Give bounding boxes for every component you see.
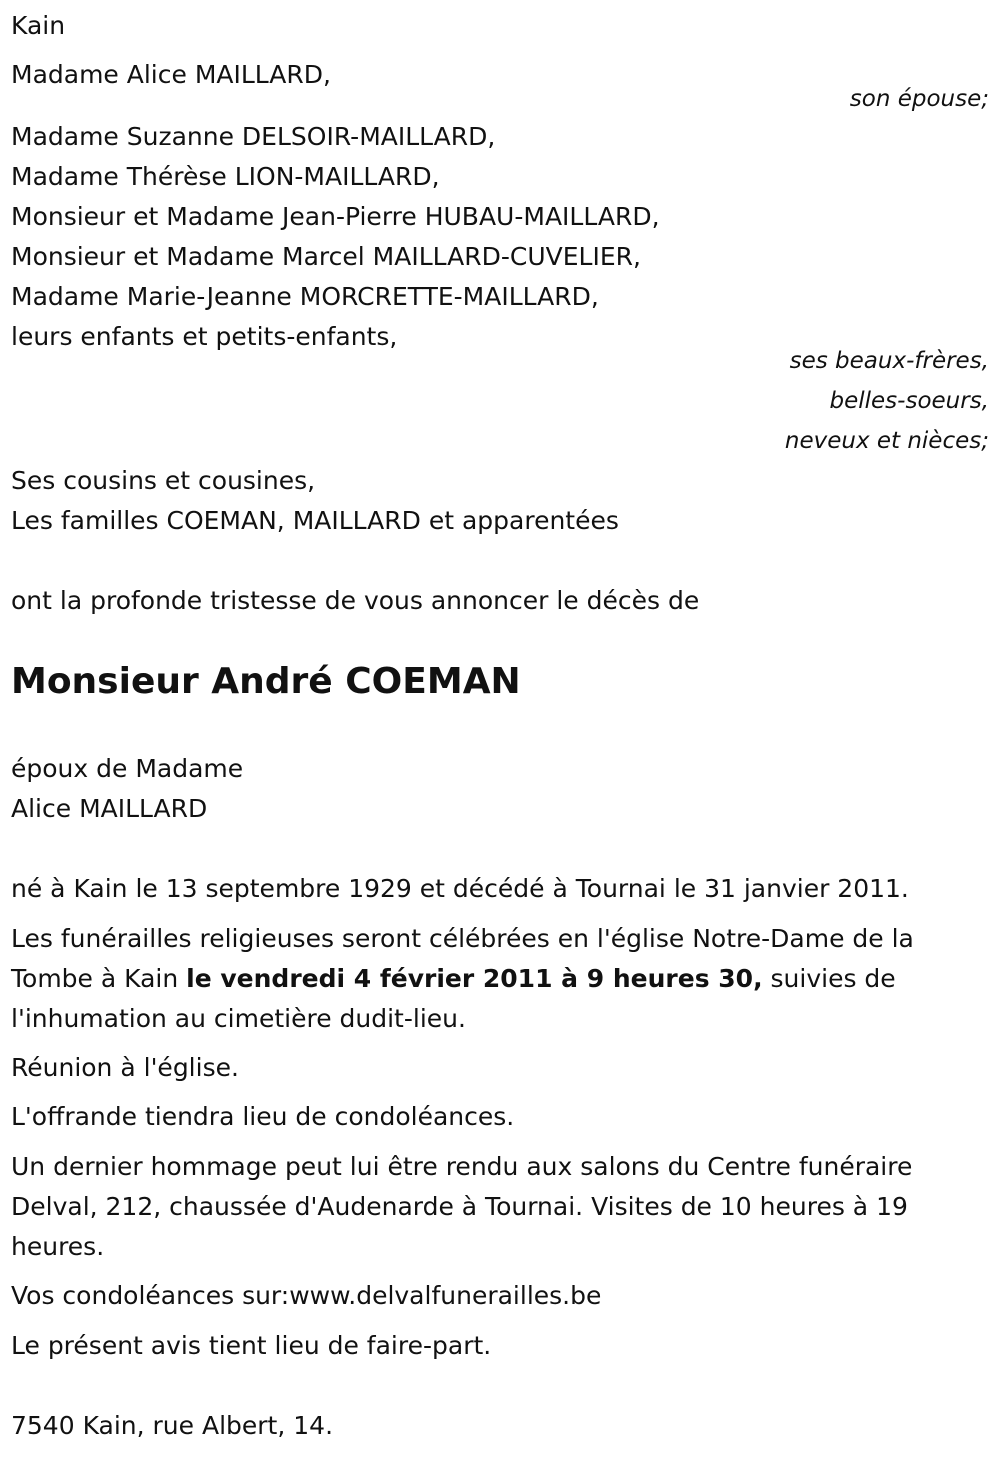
tribute: Un dernier hommage peut lui être rendu aux salons du Centre funéraire Delval, 212, chaussée d'Audenarde à Tournai. Visites de 10 heures à 19 heures. (11, 1152, 913, 1261)
address: 7540 Kain, rue Albert, 14. (11, 1411, 334, 1440)
spouse-of (11, 749, 989, 829)
in-law-name: Monsieur et Madame Jean-Pierre HUBAU-MAILLARD, (11, 202, 660, 231)
condolences-link[interactable]: www.delvalfunerailles.be (289, 1281, 602, 1310)
condolences-label: Vos condoléances sur: (11, 1281, 290, 1310)
funeral-text-after: suivies de l'inhumation au cimetière dudit-lieu. (11, 964, 896, 1033)
in-law-name: Madame Thérèse LION-MAILLARD, (11, 162, 440, 191)
spouse-name: Madame Alice MAILLARD, (11, 60, 331, 89)
in-laws-list (11, 117, 989, 357)
in-law-relation: ses beaux-frères, (789, 348, 989, 374)
relatives-line: Les familles COEMAN, MAILLARD et apparentées (11, 506, 619, 535)
in-law-name: Monsieur et Madame Marcel MAILLARD-CUVELIER, (11, 242, 641, 271)
funeral-text-before: Les funérailles religieuses seront célébrées en l'église Notre-Dame de la Tombe à Kain (11, 924, 914, 993)
in-law-name: leurs enfants et petits-enfants, (11, 322, 398, 351)
spouse-relation: son épouse; (849, 86, 989, 112)
other-relatives (11, 461, 989, 541)
meeting: Réunion à l'église. (11, 1053, 239, 1082)
funeral-details (11, 919, 989, 1039)
relatives-line: Ses cousins et cousines, (11, 466, 316, 495)
in-law-name: Madame Marie-Jeanne MORCRETTE-MAILLARD, (11, 282, 599, 311)
spouse-of-line: époux de Madame (11, 754, 244, 783)
deceased-name: Monsieur André COEMAN (11, 661, 521, 702)
in-law-relation: neveux et nièces; (784, 428, 989, 454)
announcement: ont la profonde tristesse de vous annoncer le décès de (11, 586, 700, 615)
notice: Le présent avis tient lieu de faire-part. (11, 1331, 492, 1360)
spouse-of-line: Alice MAILLARD (11, 794, 208, 823)
in-law-name: Madame Suzanne DELSOIR-MAILLARD, (11, 122, 496, 151)
funeral-date: le vendredi 4 février 2011 à 9 heures 30, (186, 964, 763, 993)
location-header: Kain (11, 11, 66, 40)
offering: L'offrande tiendra lieu de condoléances. (11, 1102, 515, 1131)
in-laws-relations (11, 341, 989, 461)
condolences (11, 1276, 601, 1316)
in-law-relation: belles-soeurs, (829, 388, 989, 414)
birth-death: né à Kain le 13 septembre 1929 et décédé à Tournai le 31 janvier 2011. (11, 874, 909, 903)
